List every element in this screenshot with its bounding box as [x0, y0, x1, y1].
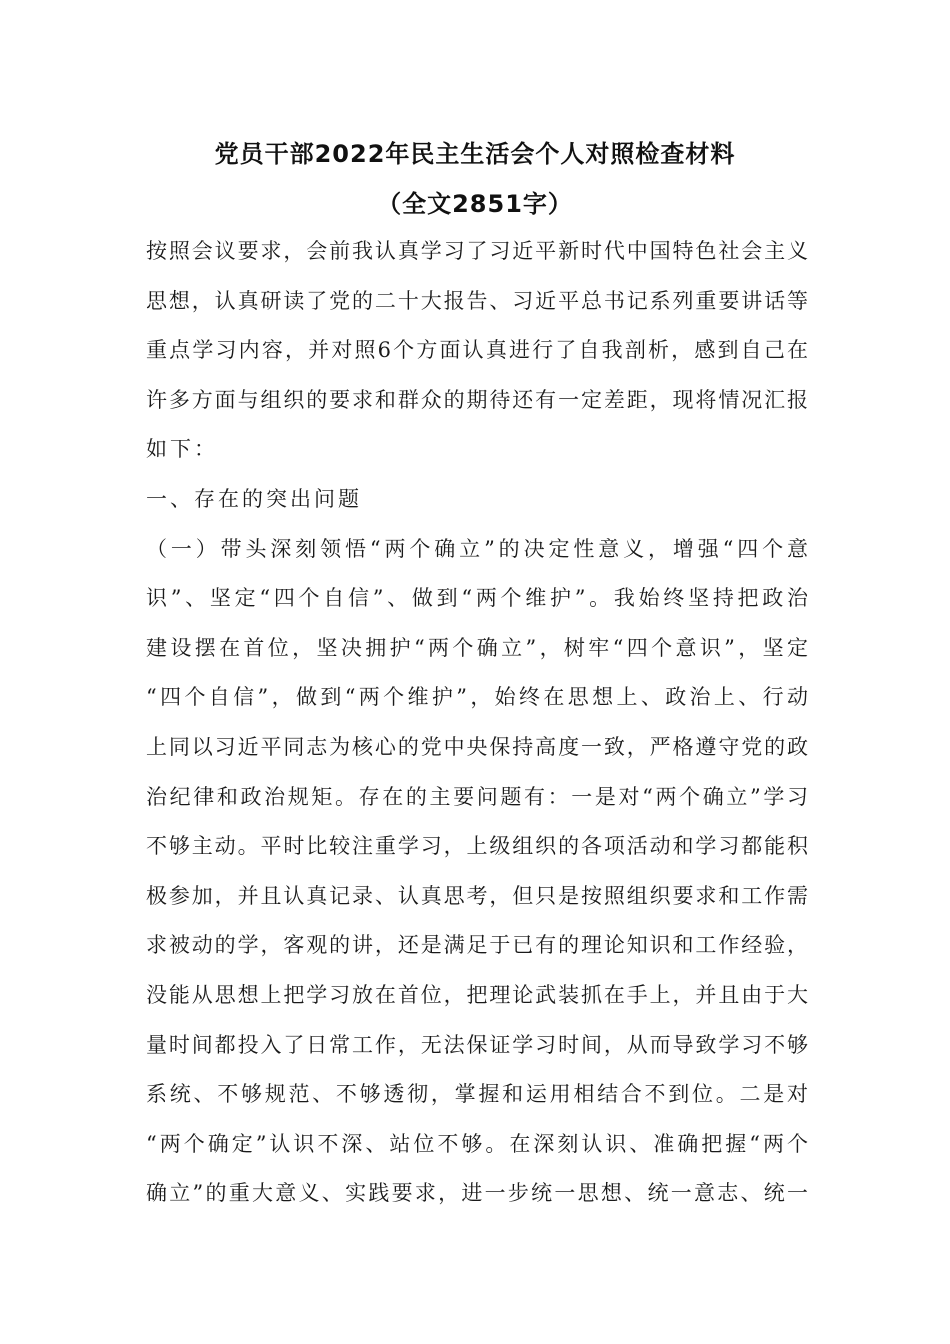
body-line: 没能从思想上把学习放在首位，把理论武装抓在手上，并且由于大 [146, 982, 808, 1007]
document-body [146, 227, 808, 1219]
body-line: 确立”的重大意义、实践要求，进一步统一思想、统一意志、统一 [146, 1181, 808, 1206]
document-title: 党员干部2022年民主生活会个人对照检查材料 [214, 140, 736, 168]
body-line: 识”、坚定“四个自信”、做到“两个维护”。我始终坚持把政治 [146, 586, 808, 611]
body-line: 系统、不够规范、不够透彻，掌握和运用相结合不到位。二是对 [146, 1082, 808, 1107]
section-heading: 一、存在的突出问题 [146, 486, 362, 511]
body-line: 求被动的学，客观的讲，还是满足于已有的理论知识和工作经验， [146, 933, 808, 958]
body-line: 如下： [146, 437, 218, 462]
body-line: 重点学习内容，并对照6个方面认真进行了自我剖析，感到自己在 [146, 338, 808, 363]
body-line: 许多方面与组织的要求和群众的期待还有一定差距，现将情况汇报 [146, 387, 808, 412]
document-subtitle: （全文2851字） [377, 190, 573, 218]
body-line: 极参加，并且认真记录、认真思考，但只是按照组织要求和工作需 [146, 883, 808, 908]
body-line: （一）带头深刻领悟“两个确立”的决定性意义，增强“四个意 [146, 536, 808, 561]
body-line: 建设摆在首位，坚决拥护“两个确立”，树牢“四个意识”，坚定 [146, 635, 808, 660]
body-line: 量时间都投入了日常工作，无法保证学习时间，从而导致学习不够 [146, 1032, 808, 1057]
body-line: 不够主动。平时比较注重学习，上级组织的各项活动和学习都能积 [146, 834, 808, 859]
body-line: 思想，认真研读了党的二十大报告、习近平总书记系列重要讲话等 [146, 288, 808, 313]
body-line: 治纪律和政治规矩。存在的主要问题有：一是对“两个确立”学习 [146, 784, 808, 809]
body-line: 按照会议要求，会前我认真学习了习近平新时代中国特色社会主义 [146, 239, 808, 263]
body-line: “四个自信”，做到“两个维护”，始终在思想上、政治上、行动 [146, 685, 808, 710]
body-line: 上同以习近平同志为核心的党中央保持高度一致，严格遵守党的政 [146, 734, 808, 759]
body-line: “两个确定”认识不深、站位不够。在深刻认识、准确把握“两个 [146, 1131, 808, 1156]
